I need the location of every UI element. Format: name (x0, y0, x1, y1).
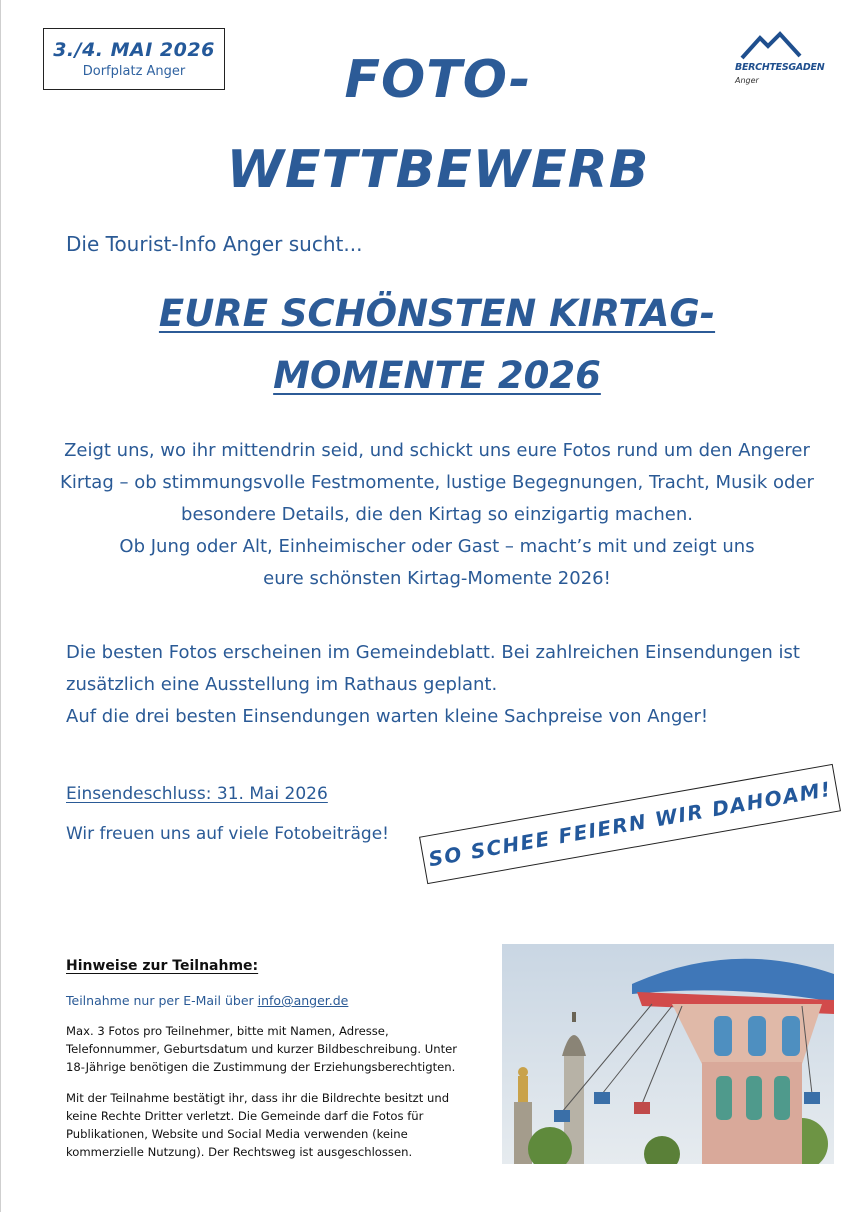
notes-line: 18-Jährige benötigen die Zustimmung der Erziehungsberechtigten. (66, 1060, 456, 1074)
title-line-1: FOTO- (344, 50, 532, 110)
deadline-text: Einsendeschluss: 31. Mai 2026 (66, 784, 328, 804)
description-line: Zeigt uns, wo ihr mittendrin seid, und schickt uns eure Fotos rund um den Angerer (64, 440, 810, 461)
notes-line: Mit der Teilnahme bestätigt ihr, dass ihr die Bildrechte besitzt und (66, 1091, 450, 1105)
notes-line: keine Rechte Dritter verletzt. Die Gemeinde darf die Fotos für (66, 1109, 424, 1123)
prizes-line: Die besten Fotos erscheinen im Gemeindeblatt. Bei zahlreichen Einsendungen ist (66, 642, 800, 663)
prizes-line: Auf die drei besten Einsendungen warten kleine Sachpreise von Anger! (66, 706, 709, 727)
intro-text: Die Tourist-Info Anger sucht... (66, 232, 363, 256)
subhead-line-2: MOMENTE 2026 (273, 354, 601, 397)
logo-brand: BERCHTESGADEN (735, 62, 825, 73)
description-line: eure schönsten Kirtag-Momente 2026! (263, 568, 611, 589)
logo-sub: Anger (735, 76, 759, 85)
notes-paragraph-2 (66, 1089, 466, 1161)
carousel-photo (502, 944, 834, 1164)
prizes-paragraph (66, 637, 800, 733)
notes-email-prefix: Teilnahme nur per E-Mail über (66, 993, 258, 1008)
thanks-text: Wir freuen uns auf viele Fotobeiträge! (66, 824, 389, 844)
notes-paragraph-1 (66, 1022, 466, 1076)
description-line: Ob Jung oder Alt, Einheimischer oder Gast – macht’s mit und zeigt uns (119, 536, 755, 557)
email-link[interactable]: info@anger.de (257, 993, 349, 1008)
event-date: 3./4. MAI 2026 (53, 39, 215, 61)
notes-line: Telefonnummer, Geburtsdatum und kurzer Bildbeschreibung. Unter (66, 1042, 458, 1056)
slogan-stamp: SO SCHEE FEIERN WIR DAHOAM! (419, 764, 841, 884)
notes-line: Max. 3 Fotos pro Teilnehmer, bitte mit Namen, Adresse, (66, 1024, 389, 1038)
title-line-2: WETTBEWERB (226, 140, 650, 200)
prizes-line: zusätzlich eine Ausstellung im Rathaus geplant. (66, 674, 498, 695)
notes-line: Publikationen, Website und Social Media verwenden (keine (66, 1127, 408, 1141)
description-line: Kirtag – ob stimmungsvolle Festmomente, lustige Begegnungen, Tracht, Musik oder (60, 472, 814, 493)
description-paragraph (40, 435, 834, 595)
notes-title: Hinweise zur Teilnahme: (66, 958, 259, 974)
description-line: besondere Details, die den Kirtag so einzigartig machen. (181, 504, 693, 525)
notes-email-line (66, 993, 348, 1008)
subhead-line-1: EURE SCHÖNSTEN KIRTAG- (158, 292, 716, 335)
notes-line: kommerzielle Nutzung). Der Rechtsweg ist ausgeschlossen. (66, 1145, 413, 1159)
event-place: Dorfplatz Anger (82, 64, 186, 79)
